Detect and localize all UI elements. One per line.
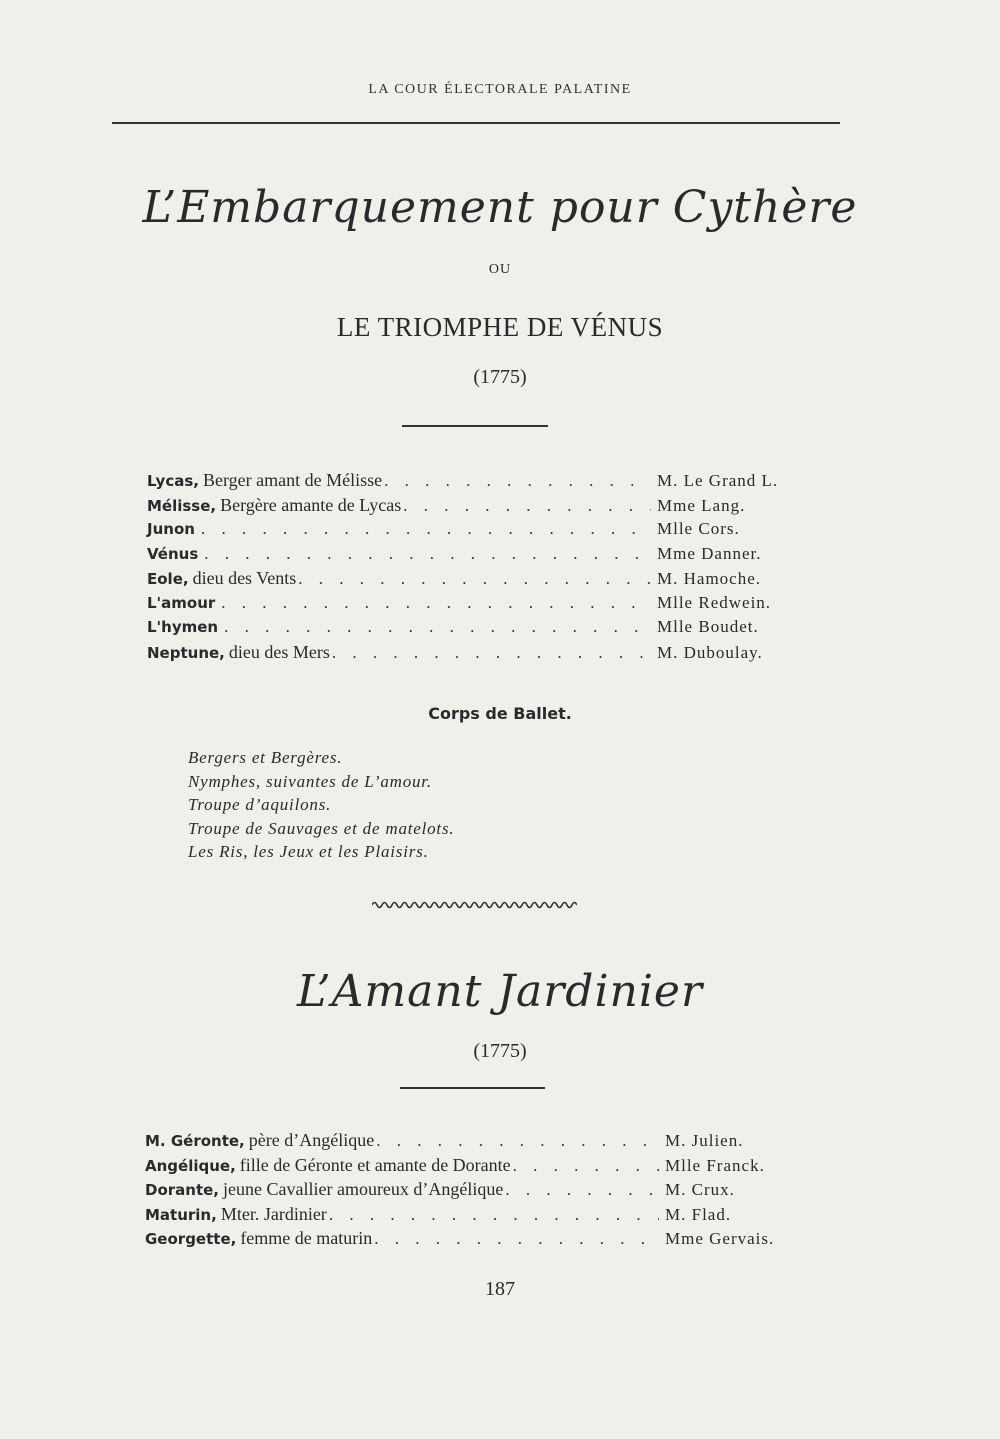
section2-year: (1775)	[473, 1040, 527, 1062]
ballet-item: Les Ris, les Jeux et les Plaisirs.	[188, 842, 429, 861]
cast-row	[145, 1228, 835, 1253]
header-rule	[112, 122, 840, 124]
cast-actor: M. Duboulay.	[657, 642, 763, 662]
section2-rule	[400, 1087, 545, 1089]
leader-dots	[298, 569, 651, 589]
leader-dots	[513, 1156, 659, 1176]
cast-role: Angélique,	[145, 1156, 236, 1175]
leader-dots	[332, 643, 651, 663]
cast-description: dieu des Vents	[192, 568, 297, 588]
cast-actor: M. Crux.	[665, 1180, 735, 1199]
leader-dots	[204, 544, 651, 564]
cast-row	[145, 1155, 835, 1180]
cast-description: père d’Angélique	[248, 1130, 375, 1150]
cast-actor: M. Flad.	[665, 1204, 732, 1224]
leader-dots	[374, 1229, 659, 1249]
cast-role: Mélisse,	[147, 496, 217, 515]
leader-dots	[221, 593, 651, 613]
section1-subtitle: LE TRIOMPHE DE VÉNUS	[336, 312, 664, 342]
section1-cast-list	[147, 470, 827, 666]
cast-description: jeune Cavallier amoureux d’Angélique	[223, 1179, 504, 1199]
section1-year: (1775)	[473, 366, 527, 388]
cast-row	[147, 519, 827, 544]
cast-row	[147, 470, 827, 495]
cast-actor: Mlle Redwein.	[657, 592, 772, 612]
leader-dots	[201, 519, 651, 539]
leader-dots	[384, 471, 651, 491]
cast-row	[147, 568, 827, 593]
cast-row	[147, 544, 827, 569]
cast-role: Eole,	[147, 570, 189, 588]
wavy-divider	[372, 898, 577, 912]
cast-row	[147, 642, 827, 667]
cast-actor: Mlle Boudet.	[657, 617, 759, 636]
cast-actor: Mlle Franck.	[665, 1155, 765, 1175]
cast-actor: M. Hamoche.	[657, 569, 762, 588]
cast-role: Junon	[147, 520, 195, 538]
cast-row	[147, 495, 827, 520]
cast-row	[147, 617, 827, 642]
cast-row	[147, 593, 827, 618]
leader-dots	[403, 496, 651, 516]
section1-title: L’Embarquement pour Cythère	[142, 182, 858, 233]
cast-description: fille de Géronte et amante de Dorante	[239, 1154, 511, 1175]
cast-role: L'amour	[147, 593, 216, 612]
leader-dots	[376, 1131, 659, 1151]
section2-title: L’Amant Jardinier	[296, 966, 704, 1017]
cast-row	[145, 1204, 835, 1229]
ballet-item: Troupe de Sauvages et de matelots.	[188, 818, 455, 838]
cast-actor: Mme Danner.	[657, 543, 762, 563]
cast-row	[145, 1179, 835, 1204]
ballet-item: Troupe d’aquilons.	[188, 795, 332, 814]
ballet-item: Bergers et Bergères.	[188, 748, 343, 767]
leader-dots	[224, 617, 651, 637]
cast-role: Vénus	[147, 544, 199, 563]
cast-actor: Mme Gervais.	[665, 1229, 775, 1248]
cast-role: L'hymen	[147, 618, 219, 636]
cast-actor: Mme Lang.	[657, 495, 746, 515]
cast-description: Mter. Jardinier	[220, 1203, 327, 1224]
cast-role: M. Géronte,	[145, 1132, 245, 1150]
cast-role: Georgette,	[145, 1230, 237, 1248]
cast-role: Maturin,	[145, 1205, 217, 1224]
section1-rule	[402, 425, 548, 427]
corps-de-ballet-heading: Corps de Ballet.	[428, 704, 572, 723]
ballet-item: Nymphes, suivantes de L’amour.	[188, 771, 432, 791]
cast-role: Dorante,	[145, 1181, 219, 1199]
cast-description: dieu des Mers	[228, 641, 330, 662]
cast-actor: M. Le Grand L.	[657, 471, 779, 490]
cast-actor: M. Julien.	[665, 1131, 744, 1150]
cast-actor: Mlle Cors.	[657, 519, 740, 538]
leader-dots	[329, 1205, 659, 1225]
cast-description: Berger amant de Mélisse	[202, 470, 383, 490]
cast-role: Lycas,	[147, 472, 199, 490]
cast-description: Bergère amante de Lycas	[220, 494, 402, 515]
cast-role: Neptune,	[147, 643, 225, 662]
running-head: LA COUR ÉLECTORALE PALATINE	[368, 82, 632, 97]
page-number: 187	[485, 1278, 515, 1300]
leader-dots	[505, 1180, 659, 1200]
corps-de-ballet-list	[188, 748, 454, 866]
section2-cast-list	[145, 1130, 835, 1253]
cast-row	[145, 1130, 835, 1155]
cast-description: femme de maturin	[240, 1228, 373, 1248]
section1-connector: OU	[488, 262, 512, 277]
